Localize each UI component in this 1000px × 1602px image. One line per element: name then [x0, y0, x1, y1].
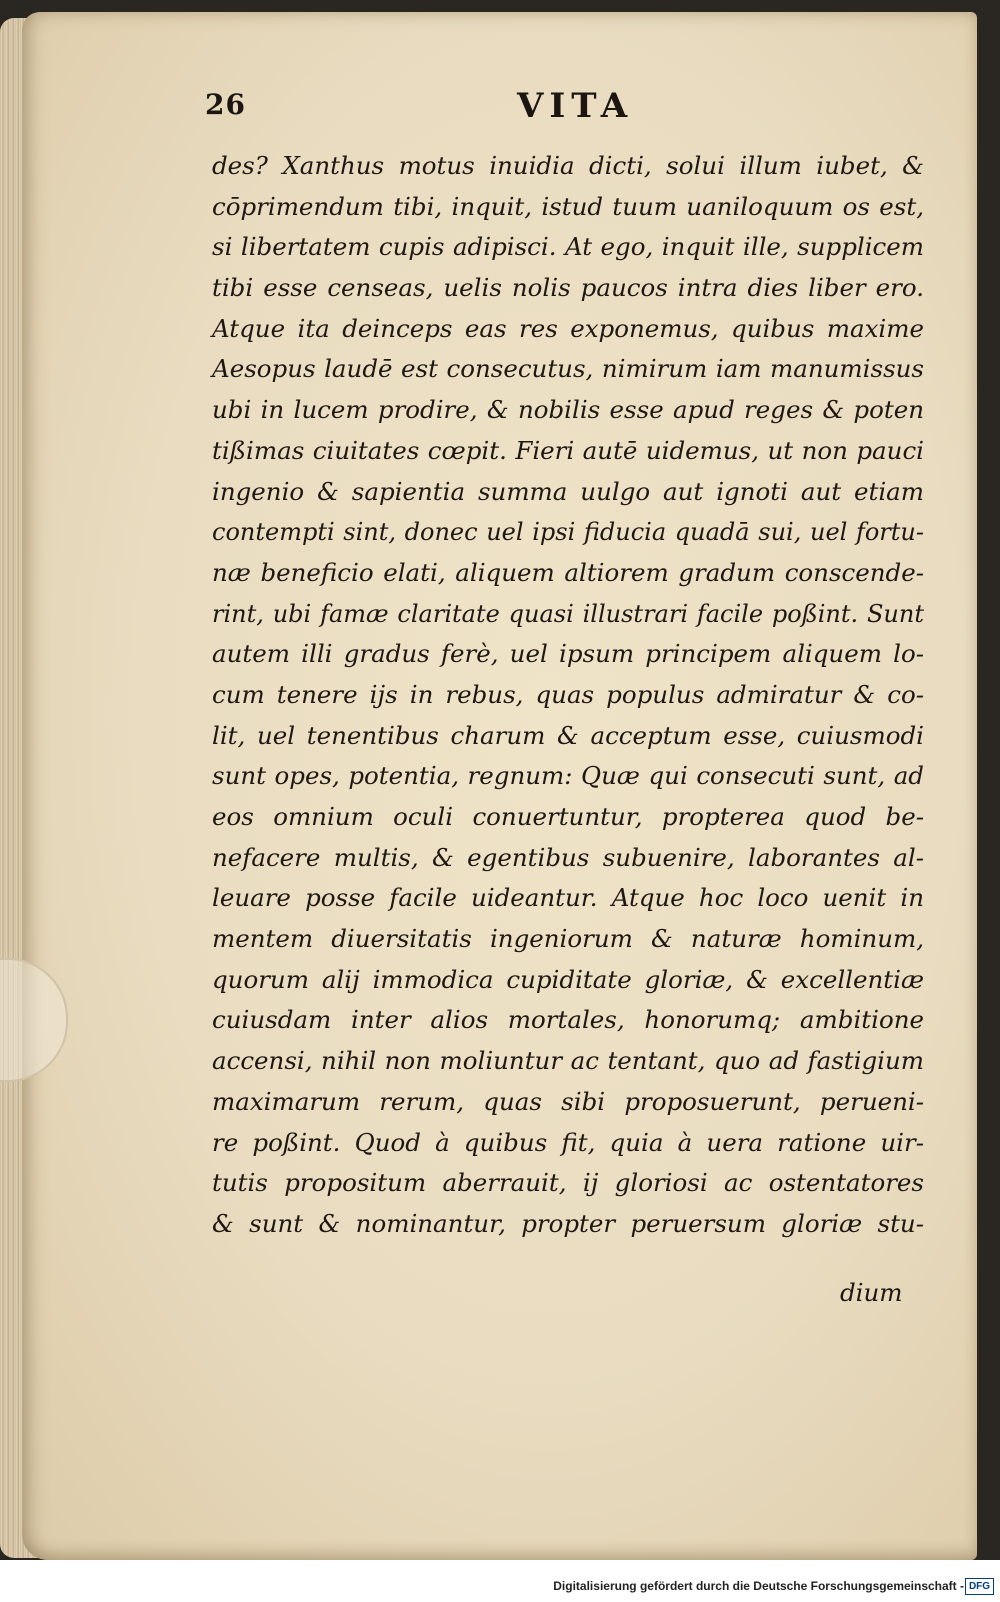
text-line: accensi, nihil non moliuntur ac tentant, quo ad fastigium [212, 1046, 924, 1076]
text-line: Aesopus laudē est consecutus, nimirum iam manumissus [212, 354, 924, 384]
funding-credit: Digitalisierung gefördert durch die Deutsche Forschungsgemeinschaft - [553, 1579, 964, 1593]
text-line: leuare posse facile uideantur. Atque hoc loco uenit in [212, 883, 924, 913]
page-header [205, 88, 925, 128]
text-line: cum tenere ijs in rebus, quas populus admiratur & co- [212, 679, 924, 709]
text-line: re poßint. Quod à quibus fit, quia à uera ratione uir- [212, 1127, 924, 1157]
page-number: 26 [205, 88, 246, 121]
text-line: & sunt & nominantur, propter peruersum gloriæ stu- [212, 1208, 924, 1238]
text-line: tutis propositum aberrauit, ij gloriosi ac ostentatores [212, 1168, 924, 1198]
text-line: ingenio & sapientia summa uulgo aut ignoti aut etiam [212, 476, 924, 506]
text-line: ubi in lucem prodire, & nobilis esse apud reges & poten [212, 395, 924, 425]
text-line: maximarum rerum, quas sibi proposuerunt, perueni- [212, 1086, 924, 1116]
text-line: cuiusdam inter alios mortales, honorumq; ambitione [212, 1005, 924, 1035]
text-line: næ beneficio elati, aliquem altiorem gradum conscende- [212, 557, 924, 587]
text-line: autem illi gradus ferè, uel ipsum principem aliquem lo- [212, 639, 924, 669]
text-line: rint, ubi famæ claritate quasi illustrari facile poßint. Sunt [212, 599, 924, 628]
running-head: VITA [517, 86, 634, 126]
text-line: lit, uel tenentibus charum & acceptum esse, cuiusmodi [212, 720, 924, 750]
text-line: Atque ita deinceps eas res exponemus, quibus maxime [212, 313, 924, 343]
text-line: nefacere multis, & egentibus subuenire, laborantes al- [212, 842, 924, 872]
text-block [212, 146, 924, 1245]
text-line: mentem diuersitatis ingeniorum & naturæ hominum, [212, 924, 924, 954]
text-line: tibi esse censeas, uelis nolis paucos intra dies liber ero. [212, 273, 924, 303]
text-line: contempti sint, donec uel ipsi fiducia quadā sui, uel fortu- [212, 518, 924, 547]
dfg-logo: DFG [965, 1578, 994, 1595]
text-line: des? Xanthus motus inuidia dicti, solui illum iubet, & [212, 151, 924, 180]
text-line: eos omnium oculi conuertuntur, propterea quod be- [212, 802, 924, 831]
text-line: tißimas ciuitates cœpit. Fieri autē uidemus, ut non pauci [212, 435, 924, 465]
footer-bar [0, 1560, 1000, 1602]
text-line: si libertatem cupis adipisci. At ego, inquit ille, supplicem [212, 232, 924, 262]
catchword: dium [840, 1278, 903, 1307]
text-line: quorum alij immodica cupiditate gloriæ, & excellentiæ [212, 964, 924, 994]
text-line: cōprimendum tibi, inquit, istud tuum uaniloquum os est, [212, 191, 924, 221]
text-line: sunt opes, potentia, regnum: Quæ qui consecuti sunt, ad [212, 761, 924, 791]
